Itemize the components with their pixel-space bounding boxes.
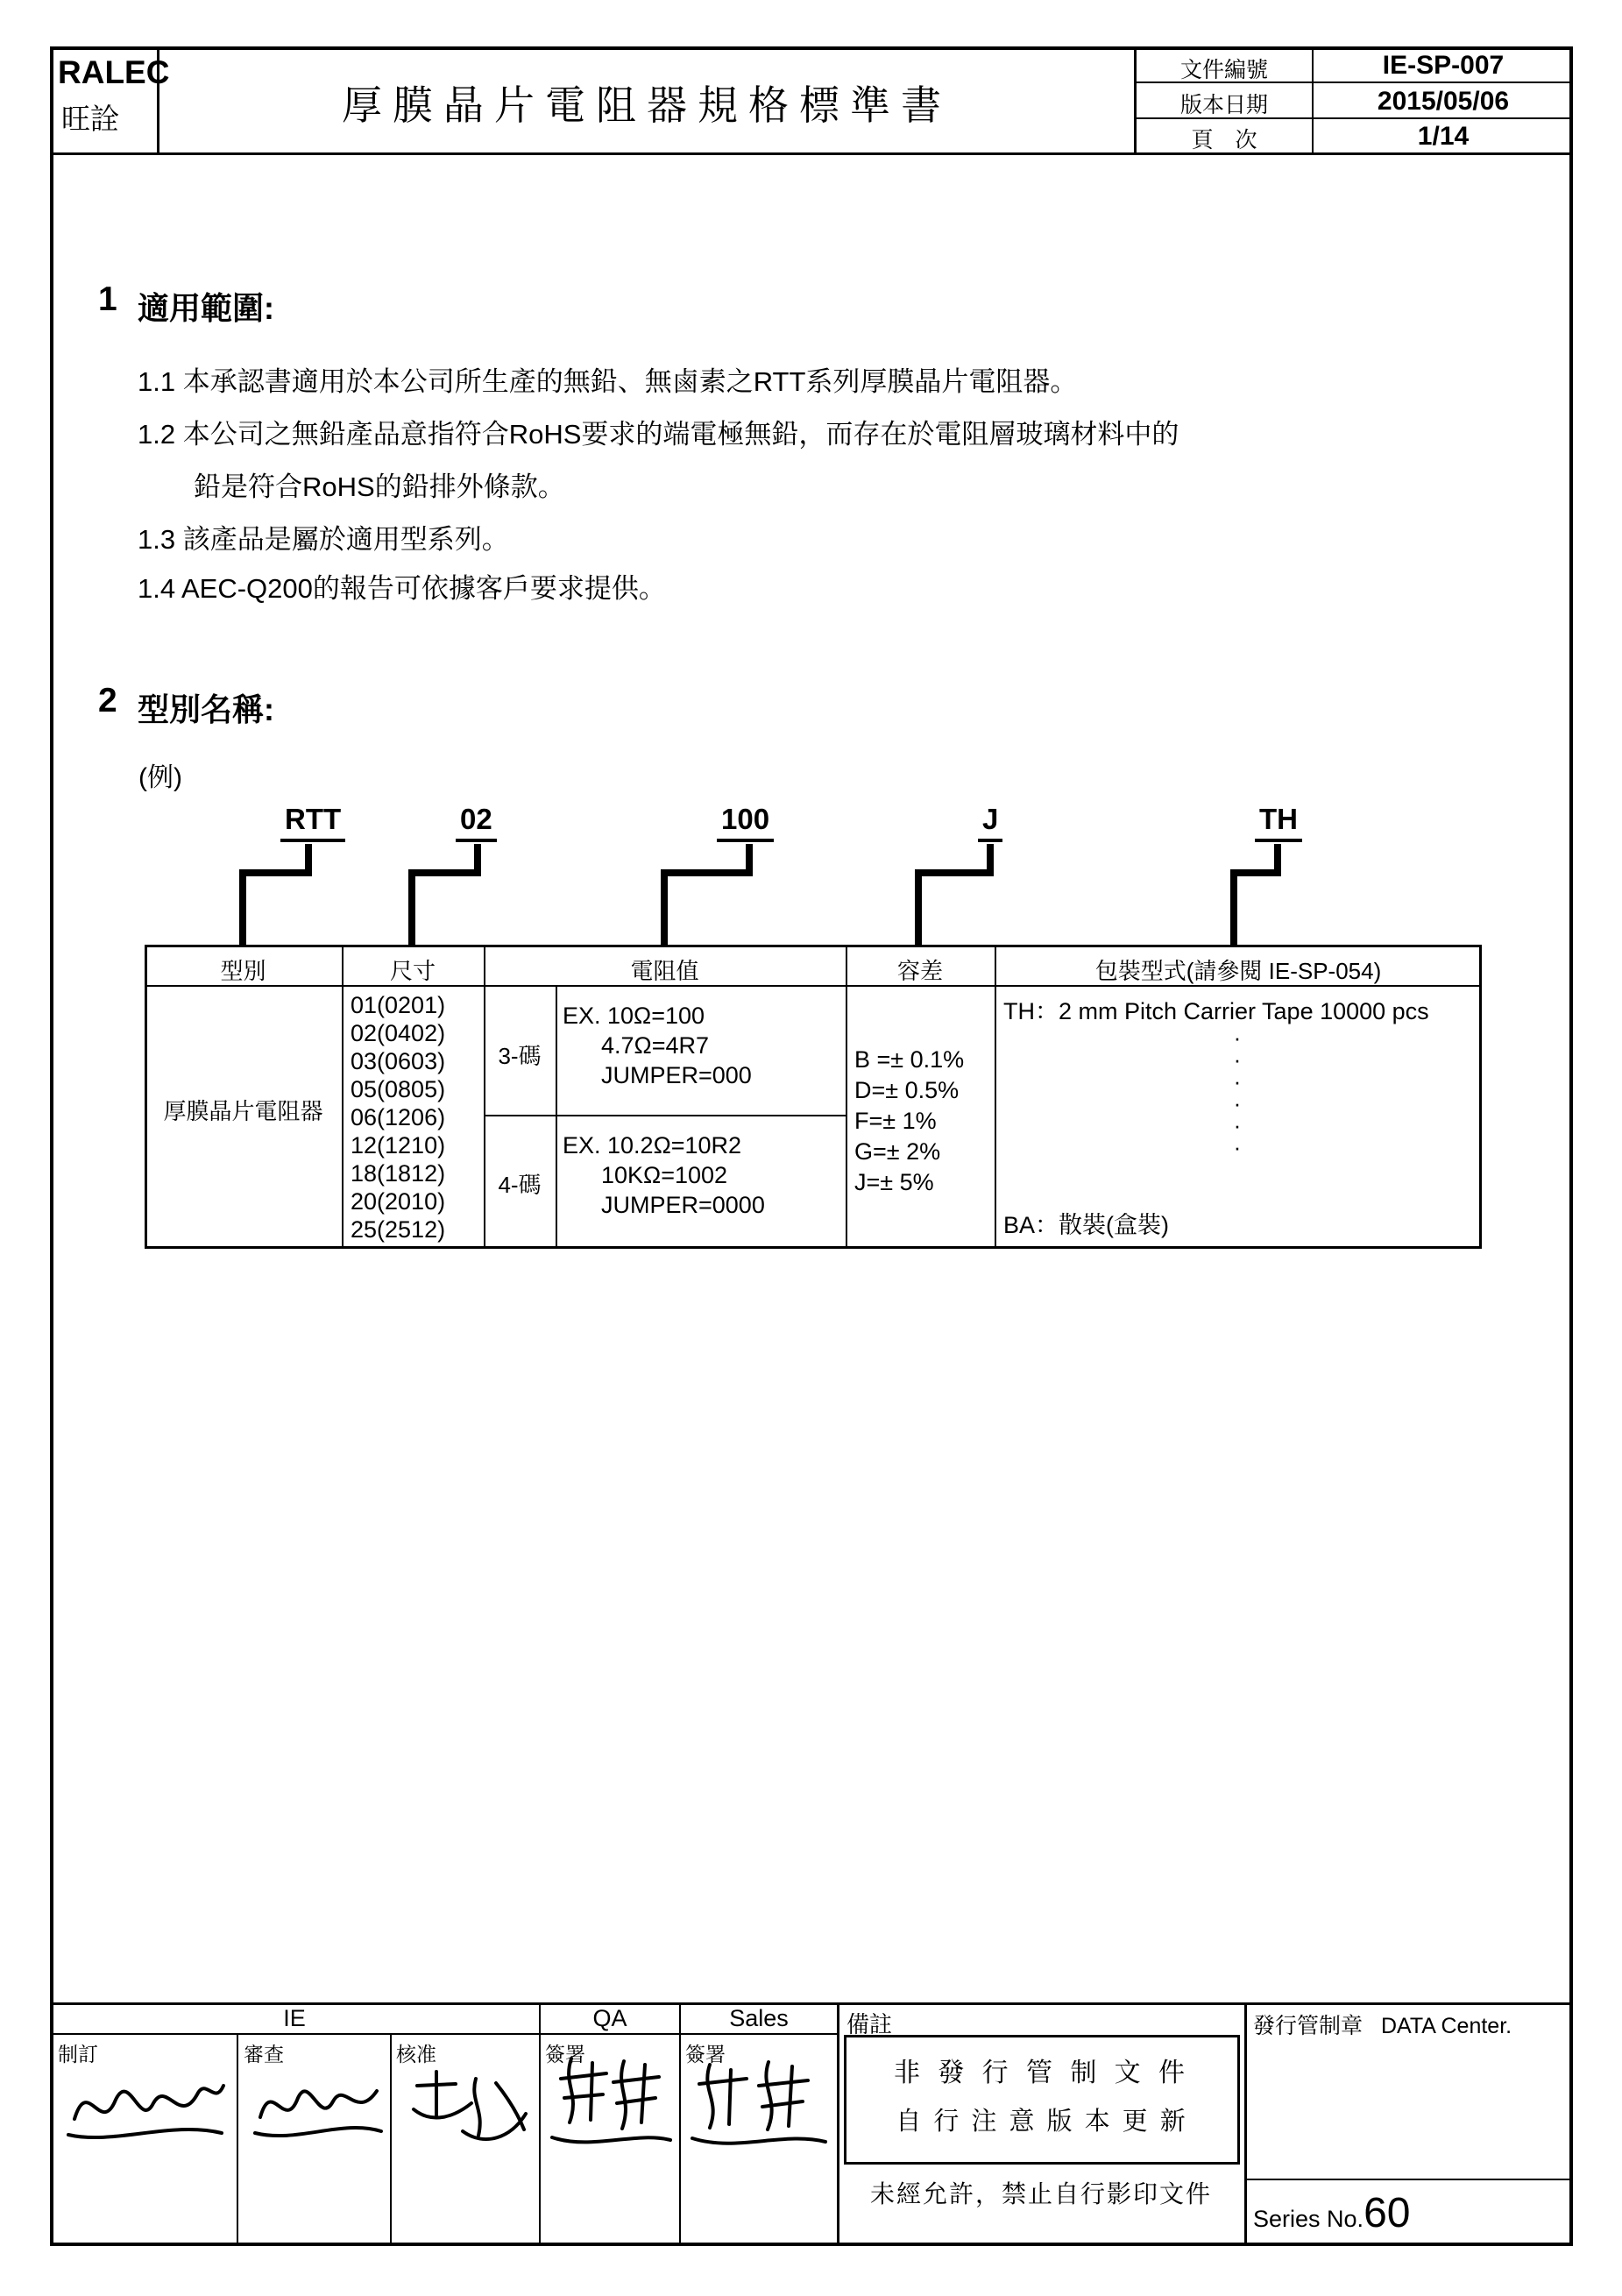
- res3-line: JUMPER=000: [601, 1062, 752, 1088]
- signature-draft: [61, 2058, 228, 2154]
- resistance-subcol-divider: [556, 985, 557, 1249]
- cell-res3-code: 3-碼: [498, 1043, 542, 1069]
- cell-res4-examples: [563, 1130, 765, 1220]
- page-number-value: 1/14: [1417, 122, 1470, 151]
- section1-item-4: 1.4 AEC-Q200的報告可依據客戶要求提供。: [138, 573, 666, 604]
- tolerance-item: B =± 0.1%: [854, 1046, 965, 1073]
- footer-v-sales: [679, 2002, 681, 2246]
- doc-number-label: 文件編號: [1179, 58, 1268, 82]
- dot: ·: [1233, 1134, 1242, 1160]
- code-table-border: [145, 945, 1482, 1249]
- col-divider-3: [846, 945, 847, 1249]
- col-header-type: 型別: [220, 958, 266, 984]
- version-date-label: 版本日期: [1179, 93, 1268, 117]
- signature-review: [250, 2058, 386, 2154]
- cell-tolerance-list: [854, 1045, 964, 1198]
- version-date-value: 2015/05/06: [1377, 87, 1510, 116]
- res4-line: JUMPER=0000: [601, 1192, 765, 1218]
- stamp-value-text: DATA Center.: [1380, 2014, 1512, 2038]
- col-header-resistance: 電阻值: [630, 958, 699, 984]
- dot: ·: [1233, 1112, 1242, 1138]
- stamp-area-label: [1253, 2009, 1512, 2040]
- section1-heading: 適用範圍:: [138, 290, 274, 326]
- stamp-label-text: 發行管制章: [1253, 2014, 1363, 2038]
- series-divider-line: [1244, 2179, 1573, 2180]
- section1-item-3: 1.3 該產品是屬於適用型系列。: [138, 524, 509, 555]
- footer-v-review: [237, 2033, 238, 2246]
- size-item: 05(0805): [351, 1076, 446, 1102]
- section1-item-1: 1.1 本承認書適用於本公司所生產的無鉛、無鹵素之RTT系列厚膜晶片電阻器。: [138, 366, 1078, 397]
- size-item: 02(0402): [351, 1020, 446, 1046]
- footer-v-qa: [539, 2002, 541, 2246]
- col-divider-4: [995, 945, 996, 1249]
- cell-type-name: 厚膜晶片電阻器: [163, 1098, 323, 1124]
- role-review-label: 審查: [244, 2043, 284, 2066]
- col-header-size: 尺寸: [389, 958, 436, 984]
- part-code-size: 02: [456, 803, 497, 842]
- tolerance-item: J=± 5%: [854, 1169, 934, 1195]
- note-line-1: 非 發 行 管 制 文 件: [893, 2059, 1190, 2087]
- size-item: 01(0201): [351, 992, 446, 1018]
- note-bottom-text: 未經允許，禁止自行影印文件: [869, 2180, 1212, 2207]
- dept-qa-label: QA: [592, 2005, 627, 2031]
- footer-v-approve: [390, 2033, 392, 2246]
- section1-number: 1: [98, 280, 117, 318]
- cell-packaging-ba: BA：散裝(盒裝): [1003, 1212, 1169, 1238]
- signature-qa: [543, 2045, 675, 2155]
- section2-heading: 型別名稱:: [138, 691, 274, 727]
- res4-line: 10KΩ=1002: [601, 1162, 728, 1188]
- col-divider-1: [342, 945, 344, 1249]
- resistance-subrow-divider: [484, 1115, 846, 1116]
- size-item: 06(1206): [351, 1104, 446, 1130]
- cell-size-list: [351, 991, 445, 1244]
- res3-line: EX. 10Ω=100: [563, 1003, 705, 1029]
- dept-sales-label: Sales: [729, 2005, 789, 2031]
- document-title: 厚膜晶片電阻器規格標準書: [342, 82, 952, 128]
- example-label: (例): [138, 763, 182, 792]
- series-value-text: 60: [1363, 2190, 1411, 2236]
- role-approve-label: 核准: [396, 2043, 436, 2066]
- res4-line: EX. 10.2Ω=10R2: [563, 1132, 742, 1159]
- section1-item-2-line2: 鉛是符合RoHS的鉛排外條款。: [194, 471, 565, 502]
- col-header-tolerance: 容差: [896, 958, 943, 984]
- signature-sales: [685, 2049, 832, 2154]
- tolerance-item: F=± 1%: [854, 1108, 937, 1134]
- res3-line: 4.7Ω=4R7: [601, 1032, 710, 1059]
- part-code-tolerance: J: [978, 803, 1002, 842]
- role-sales-sign-label: 簽署: [685, 2043, 726, 2066]
- footer-dept-underline: [50, 2033, 839, 2035]
- tolerance-item: D=± 0.5%: [854, 1077, 960, 1103]
- signature-approve: [401, 2061, 533, 2153]
- size-item: 20(2010): [351, 1188, 446, 1215]
- part-code-packaging: TH: [1255, 803, 1302, 842]
- size-item: 25(2512): [351, 1216, 446, 1243]
- cell-res4-code: 4-碼: [498, 1172, 542, 1198]
- section1-item-2-line1: 1.2 本公司之無鉛產品意指符合RoHS要求的端電極無鉛，而存在於電阻層玻璃材料中的: [138, 419, 1179, 450]
- part-code-resistance: 100: [717, 803, 774, 842]
- doc-number-value: IE-SP-007: [1382, 51, 1505, 80]
- dot: ·: [1233, 1090, 1242, 1116]
- col-divider-2: [484, 945, 485, 1249]
- part-code-series: RTT: [280, 803, 345, 842]
- size-item: 12(1210): [351, 1132, 446, 1159]
- col-header-packaging: 包裝型式(請參閱 IE-SP-054): [1094, 958, 1382, 984]
- series-number: [1253, 2189, 1410, 2237]
- dot: ·: [1233, 1046, 1242, 1073]
- page-number-label: 頁 次: [1191, 128, 1257, 152]
- cell-res3-examples: [563, 1001, 752, 1090]
- size-item: 18(1812): [351, 1160, 446, 1187]
- size-item: 03(0603): [351, 1048, 446, 1074]
- series-label-text: Series No.: [1253, 2206, 1364, 2232]
- note-label: 備註: [846, 2011, 893, 2037]
- company-logo: RALEC: [58, 54, 170, 90]
- role-draft-label: 制訂: [58, 2043, 98, 2066]
- note-line-2: 自 行 注 意 版 本 更 新: [896, 2108, 1188, 2136]
- dot: ·: [1233, 1068, 1242, 1095]
- footer-v-stamp: [1244, 2002, 1247, 2246]
- cell-packaging-th: TH：2 mm Pitch Carrier Tape 10000 pcs: [1003, 998, 1429, 1024]
- section2-number: 2: [98, 682, 117, 719]
- company-subname: 旺詮: [61, 103, 119, 135]
- tolerance-item: G=± 2%: [854, 1138, 941, 1165]
- dept-ie-label: IE: [283, 2005, 306, 2031]
- packaging-dots: [1227, 1024, 1248, 1160]
- dot: ·: [1233, 1024, 1242, 1051]
- role-qa-sign-label: 簽署: [545, 2043, 585, 2066]
